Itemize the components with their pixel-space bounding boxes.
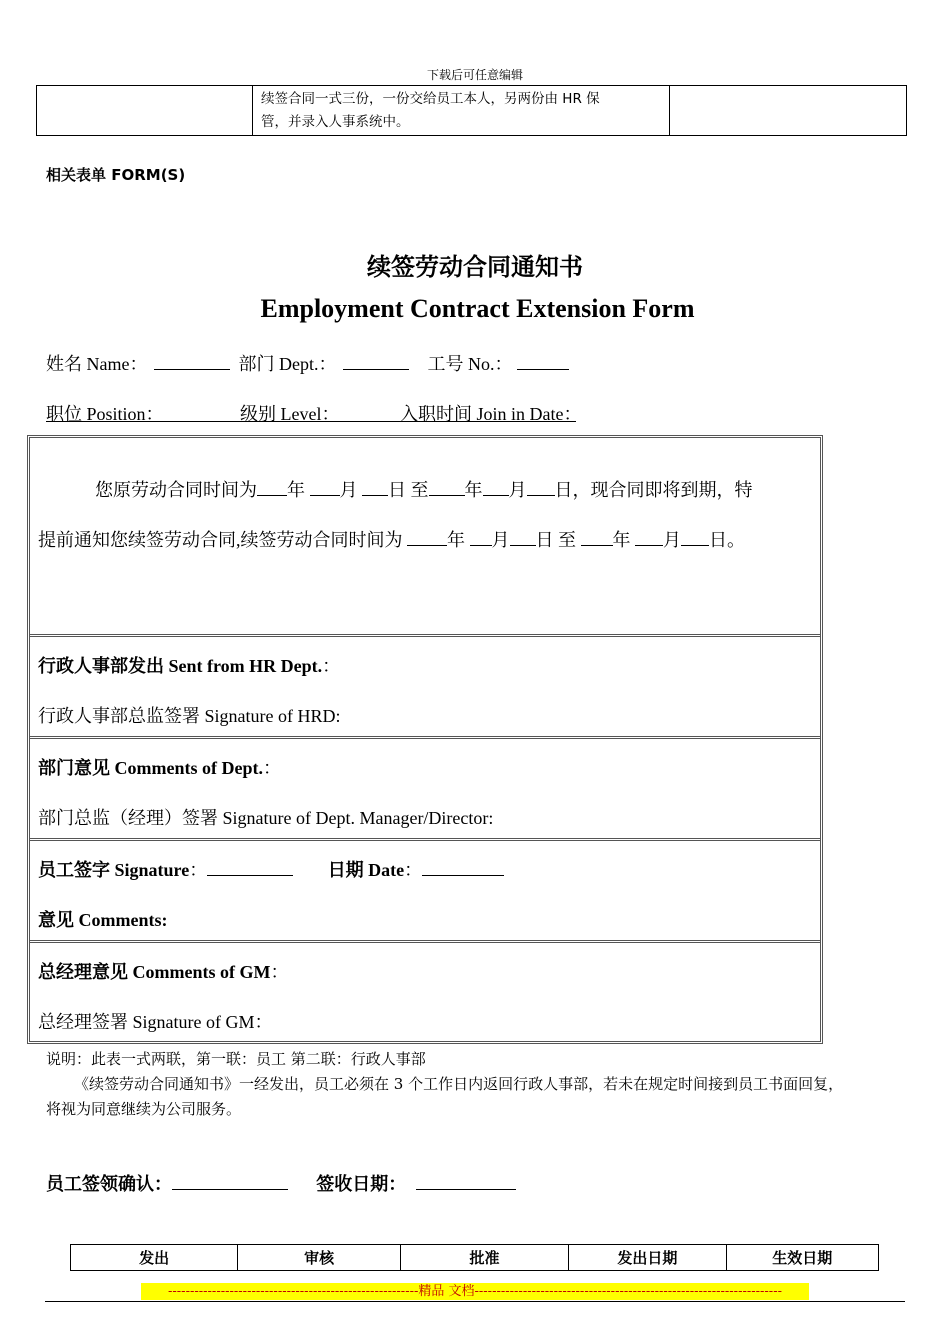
- divider-4: [30, 940, 820, 943]
- p2-day-blank[interactable]: [510, 531, 536, 546]
- dept-signature-line: 部门总监（经理）签署 Signature of Dept. Manager/Director:: [38, 808, 494, 828]
- employee-signature-line: [38, 856, 504, 882]
- notice-paragraph-2: [38, 526, 745, 552]
- gm-comments-line: [38, 958, 288, 984]
- approval-header-effective-date: 生效日期: [726, 1245, 878, 1271]
- dept-comments-line: [38, 754, 281, 780]
- gm-comments-label: 总经理意见 Comments of GM: [38, 962, 271, 982]
- name-label: 姓名 Name：: [46, 354, 148, 374]
- dept-comments-colon: ：: [262, 758, 281, 778]
- p1-year-blank[interactable]: [257, 481, 287, 496]
- receive-date-label: 签收日期：: [316, 1174, 407, 1195]
- p2-day-label: 日: [535, 530, 554, 550]
- employee-signature-blank[interactable]: [207, 861, 293, 876]
- p1-month-blank[interactable]: [310, 481, 340, 496]
- p1-end-day-blank[interactable]: [527, 481, 555, 496]
- dept-blank[interactable]: [343, 355, 409, 370]
- fields-row-1: [46, 350, 569, 376]
- p1-end-year-label: 年: [464, 480, 483, 500]
- p2-end-day-blank[interactable]: [681, 531, 709, 546]
- acknowledgement-line: [46, 1170, 516, 1196]
- dept-label: 部门 Dept.：: [238, 354, 337, 374]
- footer-rule: [45, 1301, 905, 1302]
- p2-to-label: 至: [558, 530, 576, 550]
- p2-end-month-label: 月: [663, 530, 681, 550]
- p2-end-month-blank[interactable]: [635, 531, 663, 546]
- p2-month-blank[interactable]: [470, 531, 492, 546]
- divider-1: [30, 634, 820, 637]
- related-forms-heading: 相关表单 FORM(S): [46, 166, 186, 184]
- top-table-line-2: 管，并录入人事系统中。: [261, 114, 410, 130]
- employee-signature-colon: ：: [189, 860, 208, 880]
- hr-sent-label: 行政人事部发出 Sent from HR Dept.: [38, 656, 323, 676]
- note-line-2: 《续签劳动合同通知书》一经发出，员工必须在 3 个工作日内返回行政人事部，若未在规定时间接到员工书面回复，: [74, 1075, 844, 1093]
- notice-p2-text: 提前通知您续签劳动合同,续签劳动合同时间为: [38, 530, 403, 550]
- confirm-label: 员工签领确认：: [46, 1174, 172, 1195]
- title-english: Employment Contract Extension Form: [260, 294, 695, 323]
- employee-no-blank[interactable]: [517, 355, 569, 370]
- note-line-3: 将视为同意继续为公司服务。: [46, 1100, 242, 1118]
- p1-month-label: 月: [339, 480, 358, 500]
- p2-end-year-blank[interactable]: [581, 531, 613, 546]
- top-table-cell-1: [37, 86, 253, 136]
- employee-date-blank[interactable]: [422, 861, 504, 876]
- p1-end-month-label: 月: [508, 480, 527, 500]
- approval-header-issue: 发出: [71, 1245, 238, 1271]
- gm-comments-colon: ：: [270, 962, 289, 982]
- p1-day-label: 日: [388, 480, 406, 500]
- top-table-cell-2: [253, 86, 670, 136]
- level-label: 级别 Level：: [240, 404, 340, 424]
- hr-sent-colon: ：: [322, 656, 341, 676]
- position-label: 职位 Position：: [46, 404, 164, 424]
- p2-year-label: 年: [447, 530, 465, 550]
- top-table: [36, 85, 907, 136]
- top-table-cell-3: [670, 86, 907, 136]
- approval-table: [70, 1244, 879, 1271]
- fields-row-2: [46, 400, 582, 424]
- gm-signature-line: 总经理签署 Signature of GM：: [38, 1012, 273, 1032]
- approval-header-review: 审核: [238, 1245, 400, 1271]
- receive-date-blank[interactable]: [416, 1175, 516, 1190]
- p2-month-label: 月: [491, 530, 510, 550]
- name-blank[interactable]: [154, 355, 230, 370]
- notice-paragraph-1: [95, 476, 753, 502]
- dept-comments-label: 部门意见 Comments of Dept.: [38, 758, 263, 778]
- p1-to-label: 至: [410, 480, 429, 500]
- p1-end-year-blank[interactable]: [429, 481, 465, 496]
- approval-header-issue-date: 发出日期: [569, 1245, 726, 1271]
- join-date-label: 入职时间 Join in Date：: [400, 404, 582, 424]
- employee-signature-label: 员工签字 Signature: [38, 860, 190, 880]
- confirm-blank[interactable]: [172, 1175, 288, 1190]
- p1-day-blank[interactable]: [362, 481, 388, 496]
- employee-date-colon: ：: [404, 860, 423, 880]
- notice-form-box: [27, 435, 823, 1044]
- notice-p1-text: 您原劳动合同时间为: [95, 480, 257, 500]
- title-chinese: 续签劳动合同通知书: [367, 253, 583, 281]
- page-header: 下载后可任意编辑: [426, 68, 523, 82]
- p1-year-label: 年: [287, 480, 305, 500]
- footer-banner: ---------------------------------------------------------精品 文档----------------------------------------------------------------------: [141, 1283, 809, 1300]
- top-table-line-1: 续签合同一式三份，一份交给员工本人，另两份由 HR 保: [261, 91, 600, 107]
- employee-no-label: 工号 No.：: [427, 354, 513, 374]
- approval-header-approve: 批准: [400, 1245, 568, 1271]
- p2-end-text: 日。: [709, 530, 745, 550]
- hr-signature-line: 行政人事部总监签署 Signature of HRD:: [38, 706, 341, 726]
- employee-comments-line: 意见 Comments:: [38, 910, 168, 930]
- p1-end-month-blank[interactable]: [483, 481, 509, 496]
- divider-3: [30, 838, 820, 841]
- employee-date-label: 日期 Date: [327, 860, 405, 880]
- hr-sent-line: [38, 652, 340, 678]
- p2-end-year-label: 年: [612, 530, 631, 550]
- note-line-1: 说明：此表一式两联，第一联：员工 第二联：行政人事部: [46, 1050, 426, 1068]
- divider-2: [30, 736, 820, 739]
- p2-year-blank[interactable]: [407, 531, 447, 546]
- p1-tail-text: 日，现合同即将到期，特: [554, 480, 753, 500]
